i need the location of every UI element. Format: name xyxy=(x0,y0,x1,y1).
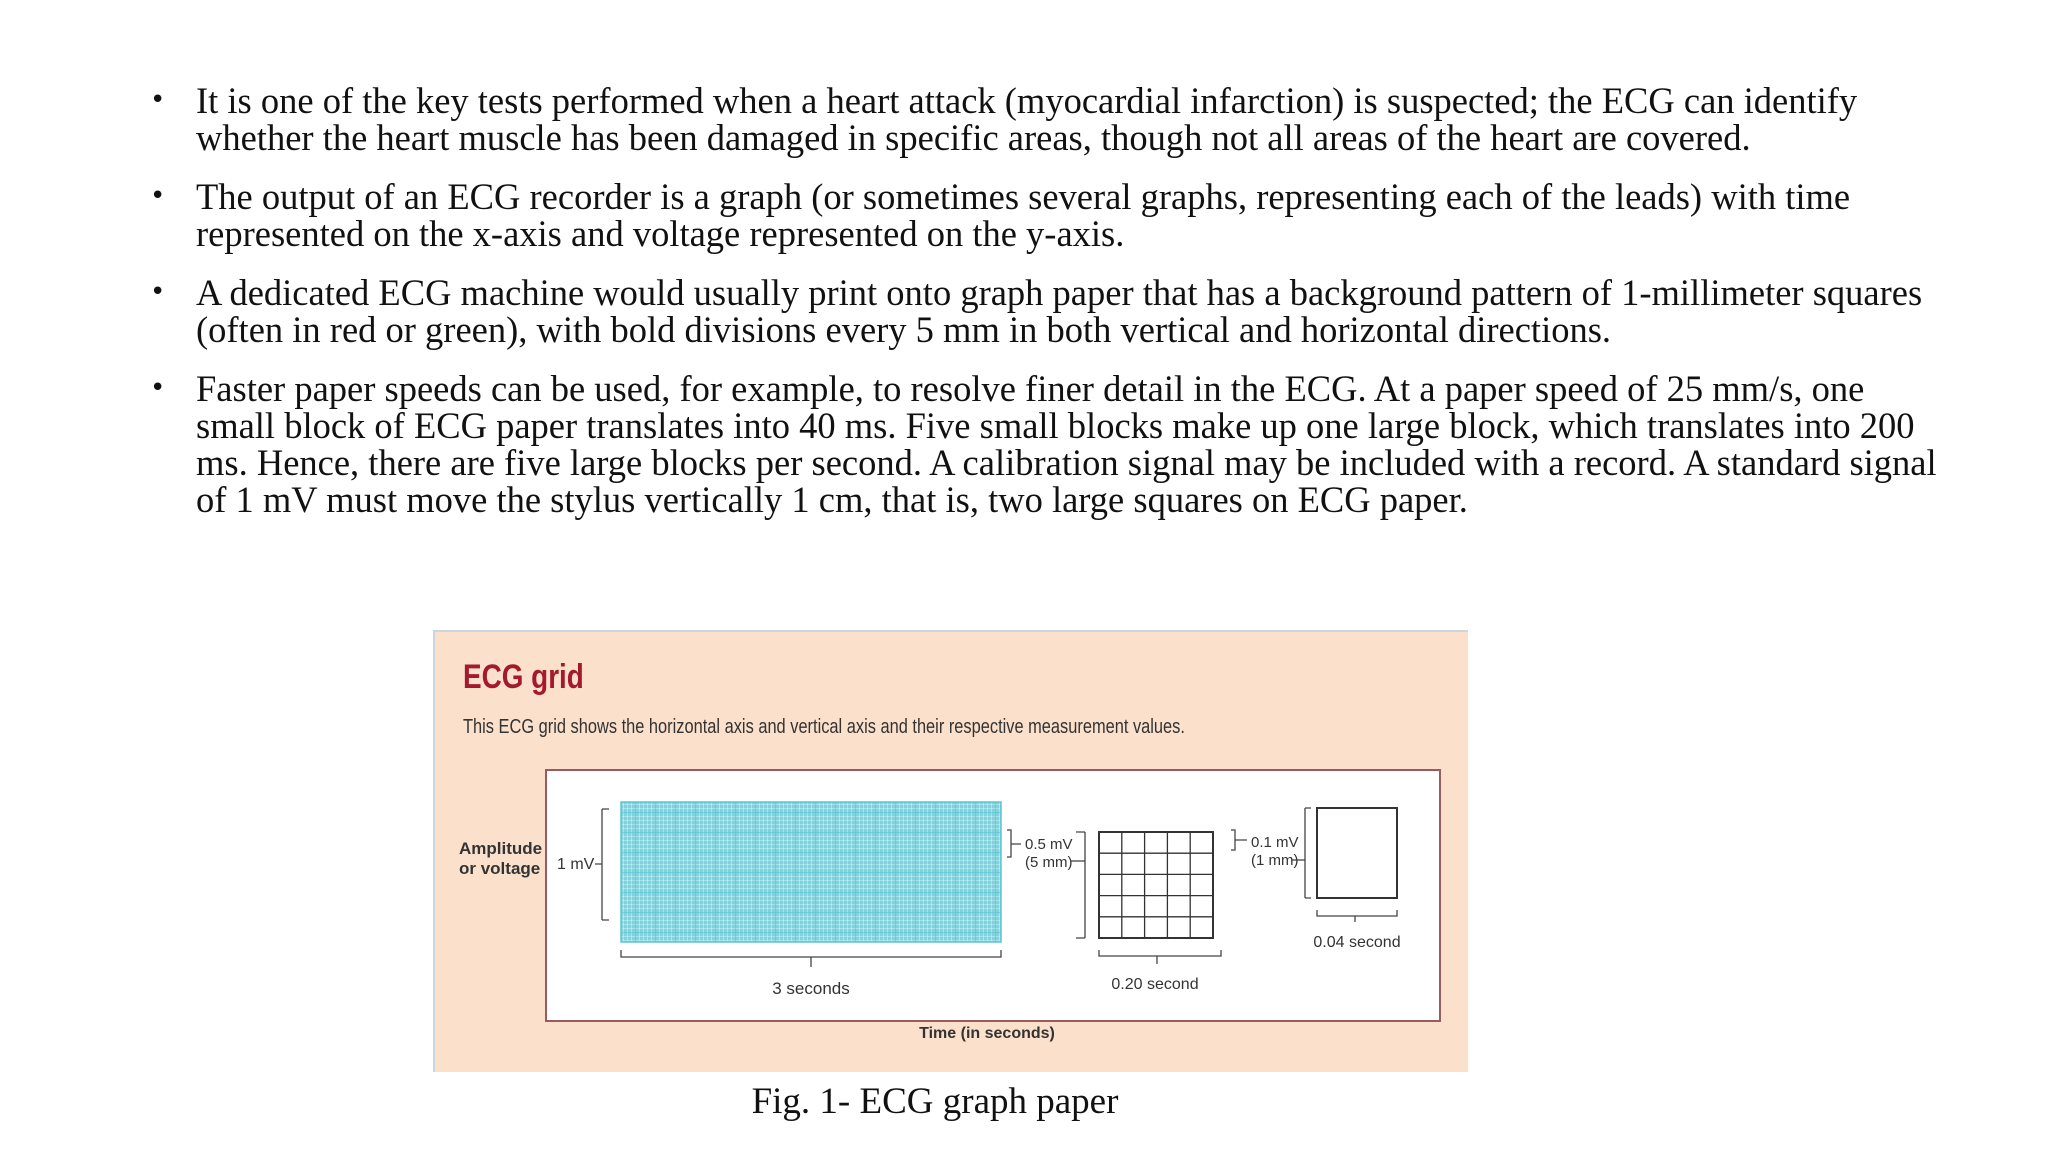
medium-amplitude-label-1: 0.5 mV xyxy=(1025,836,1073,853)
bullet-marker: • xyxy=(150,277,166,307)
large-grid-time-label: 3 seconds xyxy=(772,979,850,998)
bullet-marker: • xyxy=(150,85,166,115)
figure-caption: Fig. 1- ECG graph paper xyxy=(751,1081,1119,1122)
bullet-item xyxy=(150,178,1940,252)
bullet-item xyxy=(150,82,1940,156)
y-axis-label-line1: Amplitude xyxy=(459,839,543,858)
small-amplitude-label-2: (1 mm) xyxy=(1251,852,1299,869)
bullet-text: The output of an ECG recorder is a graph (or sometimes several graphs, representing each of the leads) with time represented on the x-axis and voltage represented on the y-axis. xyxy=(196,176,1851,254)
bullet-text: It is one of the key tests performed when a heart attack (myocardial infarction) is suspected; the ECG can identify whether the heart muscle has been damaged in specific areas, though not all areas of the heart are covered. xyxy=(196,80,1858,158)
bullet-marker: • xyxy=(150,373,166,403)
medium-time-label: 0.20 second xyxy=(1111,976,1199,993)
small-grid-square xyxy=(1317,808,1397,898)
bullet-list xyxy=(150,82,1940,540)
bullet-text: Faster paper speeds can be used, for example, to resolve finer detail in the ECG. At a paper speed of 25 mm/s, one small block of ECG paper translates into 40 ms. Five small blocks make up one large block, which translates into 200 ms. Hence, there are five large blocks per second. A calibration signal may be included with a record. A standard signal of 1 mV must move the stylus vertically 1 cm, that is, two large squares on ECG paper. xyxy=(196,368,1937,520)
bullet-item xyxy=(150,370,1940,518)
ecg-grid-diagram xyxy=(435,632,1470,1074)
medium-amplitude-label-2: (5 mm) xyxy=(1025,854,1073,871)
figure-subtitle: This ECG grid shows the horizontal axis and vertical axis and their respective measurement values. xyxy=(463,716,1185,738)
small-amplitude-label-1: 0.1 mV xyxy=(1251,834,1299,851)
medium-grid xyxy=(1099,832,1213,938)
bullet-text: A dedicated ECG machine would usually print onto graph paper that has a background pattern of 1-millimeter squares (often in red or green), with bold divisions every 5 mm in both vertical and horizontal directions. xyxy=(196,272,1923,350)
figure-title: ECG grid xyxy=(463,658,584,696)
x-axis-label: Time (in seconds) xyxy=(919,1025,1055,1042)
bullet-item xyxy=(150,274,1940,348)
small-time-label: 0.04 second xyxy=(1313,934,1401,951)
large-ecg-grid xyxy=(621,802,1001,942)
y-axis-label-line2: or voltage xyxy=(459,859,541,878)
bullet-marker: • xyxy=(150,181,166,211)
large-grid-amplitude-label: 1 mV xyxy=(557,856,595,873)
ecg-grid-figure xyxy=(433,630,1468,1072)
